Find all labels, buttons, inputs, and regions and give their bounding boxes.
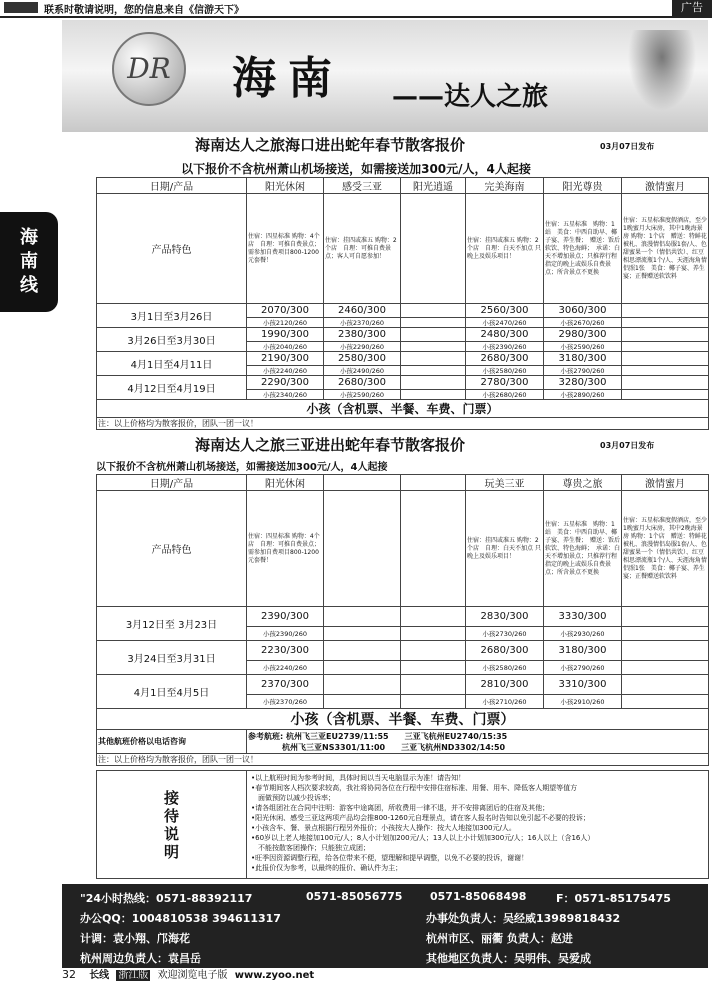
child-price-cell: 小孩2590/260 (544, 342, 622, 352)
child-price-cell (324, 695, 401, 709)
magazine-name: 长线 (89, 970, 110, 981)
price-cell: 2370/300 (247, 675, 324, 695)
price-cell (622, 675, 709, 695)
phone: 0571-85056775 (306, 890, 403, 903)
section1-table (96, 177, 709, 430)
price-cell: 2830/300 (466, 607, 544, 627)
price-cell (622, 607, 709, 627)
date-cell: 3月24日至3月31日 (97, 641, 247, 675)
price-cell (401, 607, 466, 627)
child-price-cell (324, 661, 401, 675)
child-price-cell (622, 342, 709, 352)
contact-footer (62, 884, 708, 968)
reception-char: 待 (163, 806, 179, 825)
child-price-cell: 小孩2790/260 (544, 366, 622, 376)
reception-table (96, 770, 709, 879)
price-cell (622, 352, 709, 366)
child-price-cell: 小孩2120/260 (247, 318, 324, 328)
section2-title: 海南达人之旅三亚进出蛇年春节散客报价 (194, 436, 465, 454)
child-price-cell: 小孩2580/260 (466, 661, 544, 675)
price-cell: 2190/300 (247, 352, 324, 366)
price-cell (401, 675, 466, 695)
child-price-cell: 小孩2390/260 (247, 627, 324, 641)
child-price-cell: 小孩2790/260 (544, 661, 622, 675)
flight-left: 其他航班价格以电话咨询 (97, 730, 247, 754)
child-price-cell: 小孩2910/260 (544, 695, 622, 709)
surround-head: 杭州周边负责人：袁昌岳 (80, 952, 201, 965)
child-price-cell: 小孩2240/260 (247, 366, 324, 376)
section1-note: 注：以上价格均为散客报价，团队一团一议！ (97, 418, 709, 430)
price-cell: 2980/300 (544, 328, 622, 342)
child-price-cell (401, 366, 466, 376)
price-cell (622, 304, 709, 318)
date-cell: 3月1日至3月26日 (97, 304, 247, 328)
price-cell: 2290/300 (247, 376, 324, 390)
price-cell (324, 607, 401, 627)
phone: 0571-85068498 (430, 890, 527, 903)
office-head: 办事处负责人：吴经威13989818432 (426, 912, 621, 925)
price-cell: 2560/300 (466, 304, 544, 318)
price-cell: 2780/300 (466, 376, 544, 390)
section1-rows (97, 304, 709, 400)
banner-tagline: ——达人之旅 (392, 82, 549, 112)
header-cell: 激情蜜月 (622, 178, 709, 194)
child-price-cell: 小孩2710/260 (466, 695, 544, 709)
child-price-cell (622, 661, 709, 675)
banner-title: 海南 (232, 53, 344, 104)
section2-subtitle: 以下报价不含杭州萧山机场接送，如需接送加300元/人，4人起接 (96, 462, 388, 473)
feature-cell: 住宿：五星标准 购物：1站 美食：中西自助早、椰子宴、养生餐； 赠送：饭后软饮、特色海鲜； 承诺：白天不增加景点；只推荐行程指定的晚上或娱乐自费景点；所含景点不更换 (544, 194, 622, 304)
date-cell: 3月26日至3月30日 (97, 328, 247, 352)
child-price-cell: 小孩2490/260 (324, 366, 401, 376)
price-cell: 2680/300 (466, 352, 544, 366)
kid-note: 小孩（含机票、半餐、车费、门票） (97, 400, 709, 418)
flight-line: 参考航班: 杭州飞三亚EU2739/11:55 三亚飞杭州EU2740/15:35 (248, 731, 508, 741)
ad-label: 广告 (672, 0, 712, 16)
feature-cell: 住宿：挂四或准五 购物：2个店 自理：白天不加点 只晚上及娱乐项目！ (466, 194, 544, 304)
child-price-cell (622, 318, 709, 328)
header-cell: 日期/产品 (97, 178, 247, 194)
price-cell: 3060/300 (544, 304, 622, 318)
welcome-text: 欢迎浏览电子版 (157, 970, 228, 981)
price-cell (401, 328, 466, 342)
child-price-cell (622, 390, 709, 400)
date-cell: 3月12日至 3月23日 (97, 607, 247, 641)
price-cell: 3310/300 (544, 675, 622, 695)
feature-cell (401, 194, 466, 304)
feature-cell: 住宿：四星标准 购物：4个店 自理：可推自费景点；需参加自费项目800-1200元套餐！ (247, 491, 324, 607)
reception-lines (247, 771, 709, 879)
child-price-cell: 小孩2340/260 (247, 390, 324, 400)
child-price-cell: 小孩2730/260 (466, 627, 544, 641)
side-tab (0, 212, 58, 312)
office-qq: 办公QQ：1004810538 394611317 (80, 912, 281, 925)
date-cell: 4月1日至4月5日 (97, 675, 247, 709)
reception-line: •以上航班时间为参考时间，具体时间以当天电脑显示为准！请告知！ (251, 774, 466, 782)
reception-line: •此报价仅为参考，以最终的报价、确认件为主； (251, 864, 403, 872)
section1-title: 海南达人之旅海口进出蛇年春节散客报价 (194, 136, 465, 154)
child-price-cell (401, 342, 466, 352)
feature-cell: 住宿：挂四或准五 购物：2个店 自理：可推自费景点；客人可自愿参加！ (324, 194, 401, 304)
price-cell (622, 641, 709, 661)
reception-line: •旺季因资源调整行程，给各位带来不便，望理解和提早调整，以免不必要的投诉，谢谢！ (251, 854, 529, 862)
reception-line: •请各组团社在合同中注明：游客中途离团，所收费用一律不退，并不安排离团后的住宿及其他； (251, 804, 550, 812)
child-price-cell (401, 695, 466, 709)
price-cell (401, 304, 466, 318)
reception-title (97, 771, 247, 879)
price-cell: 2070/300 (247, 304, 324, 318)
child-price-cell: 小孩2580/260 (466, 366, 544, 376)
child-price-cell (401, 661, 466, 675)
header-cell (324, 475, 401, 491)
price-cell: 2230/300 (247, 641, 324, 661)
feature-label: 产品特色 (97, 491, 247, 607)
price-cell (622, 376, 709, 390)
dr-logo: DR (112, 32, 186, 106)
side-char: 海 (20, 227, 38, 248)
price-cell: 2480/300 (466, 328, 544, 342)
child-price-cell: 小孩2370/260 (247, 695, 324, 709)
feature-cell: 住宿：五星标准度假酒店，至少1晚蜜月大床房，其中2晚海景房 购物：1个店 赠送：特鲜花被札、浪漫情侣岛服1套/人、色甜蜜果一个（情侣共饮）、红豆相思漂流瓶1个/人、天涯海角情侣照1张 美食：椰子宴、养生宴；正餐赠送软饮料 (622, 491, 709, 607)
header-cell: 阳光逍遥 (401, 178, 466, 194)
price-cell: 1990/300 (247, 328, 324, 342)
top-note: 联系时敬请说明，您的信息来自《信游天下》 (44, 5, 244, 16)
child-price-cell (401, 318, 466, 328)
price-cell: 2460/300 (324, 304, 401, 318)
price-cell: 2680/300 (324, 376, 401, 390)
child-price-cell (401, 390, 466, 400)
child-price-cell (324, 627, 401, 641)
fax: F：0571-85175475 (556, 892, 671, 905)
price-cell: 2810/300 (466, 675, 544, 695)
hotline: "24小时热线：0571-88392117 (80, 892, 253, 905)
header-cell: 感受三亚 (324, 178, 401, 194)
reception-line: 面做预防以减少投诉率； (251, 794, 335, 802)
price-cell: 3180/300 (544, 641, 622, 661)
child-price-cell (622, 366, 709, 376)
reception-char: 接 (163, 788, 179, 807)
header-cell: 激情蜜月 (622, 475, 709, 491)
price-cell: 2390/300 (247, 607, 324, 627)
price-cell: 2380/300 (324, 328, 401, 342)
reception-char: 明 (163, 842, 179, 861)
price-cell (324, 641, 401, 661)
price-cell: 2680/300 (466, 641, 544, 661)
header-cell: 玩美三亚 (466, 475, 544, 491)
child-price-cell: 小孩2890/260 (544, 390, 622, 400)
edition-badge: 浙江版 (118, 970, 149, 981)
reception-line: •60岁以上老人地接加100元/人；8人小计划加200元/人；13人以上小计划加300元/人；16人以上（含16人） (251, 834, 595, 842)
site-link[interactable]: www.zyoo.net (234, 970, 315, 981)
header-cell: 阳光休闲 (247, 475, 324, 491)
header-cell: 阳光休闲 (247, 178, 324, 194)
child-price-cell: 小孩2240/260 (247, 661, 324, 675)
child-price-cell: 小孩2290/260 (324, 342, 401, 352)
child-price-cell: 小孩2470/260 (466, 318, 544, 328)
child-price-cell (622, 627, 709, 641)
child-price-cell (401, 627, 466, 641)
child-price-cell: 小孩2590/260 (324, 390, 401, 400)
child-price-cell: 小孩2930/260 (544, 627, 622, 641)
header-cell: 完美海南 (466, 178, 544, 194)
section1-subtitle: 以下报价不含杭州萧山机场接送，如需接送加300元/人，4人起接 (181, 162, 531, 176)
price-cell (401, 641, 466, 661)
feature-cell: 住宿：四星标准 购物：4个店 自理：可推自费景点；需参加自费项目800-1200元套餐！ (247, 194, 324, 304)
feature-cell: 住宿：五星标准度假酒店，至少1晚蜜月大床房，其中1晚海景房 购物：1个店 赠送：特鲜花被札、浪漫情侣岛服1套/人、色甜蜜果一个（情侣共饮）、红豆相思漂流瓶1个/人、天涯海角情侣照1张 美食：椰子宴、养生宴；正餐赠送软饮料 (622, 194, 709, 304)
reception-line: •春节期间客人档次要求较高，我社将协同各位在行程中安排住宿标准、用餐、用车、降低客人期望等值方 (251, 784, 578, 792)
header-cell: 日期/产品 (97, 475, 247, 491)
child-price-cell: 小孩2670/260 (544, 318, 622, 328)
feature-label: 产品特色 (97, 194, 247, 304)
city-head: 杭州市区、丽衢 负责人：赵进 (426, 932, 573, 945)
date-cell: 4月1日至4月11日 (97, 352, 247, 376)
price-cell: 3330/300 (544, 607, 622, 627)
flight-line: 杭州飞三亚NS3301/11:00 三亚飞杭州ND3302/14:50 (282, 742, 506, 752)
kid-note: 小孩（含机票、半餐、车费、门票） (97, 709, 709, 730)
child-price-cell (622, 695, 709, 709)
other-head: 其他地区负责人：吴明伟、吴爱成 (426, 952, 591, 965)
section1-date: 03月07日发布 (600, 142, 655, 151)
side-char: 南 (20, 251, 38, 272)
feature-cell: 住宿：五星标准 购物：1站 美食：中西自助早、椰子宴、养生餐； 赠送：饭后软饮、特色海鲜； 承诺：白天不增加景点；只推荐行程指定的晚上或娱乐自费景点；所含景点不更换 (544, 491, 622, 607)
child-price-cell: 小孩2040/260 (247, 342, 324, 352)
price-cell (622, 328, 709, 342)
price-cell: 3280/300 (544, 376, 622, 390)
side-char: 线 (20, 275, 38, 296)
price-cell (401, 352, 466, 366)
header-cell (401, 475, 466, 491)
child-price-cell: 小孩2370/260 (324, 318, 401, 328)
planner: 计调：袁小翔、邝海花 (80, 932, 190, 945)
reception-line: •阳光休闲、感受三亚这两项产品均会推800-1260元自理景点，请在客人报名时告知以免引起不必要的投诉； (251, 814, 590, 822)
price-cell: 2580/300 (324, 352, 401, 366)
palm-decoration (622, 30, 702, 120)
price-cell (401, 376, 466, 390)
page-number: 32 (62, 968, 76, 981)
feature-cell (324, 491, 401, 607)
banner (62, 20, 708, 132)
price-cell: 3180/300 (544, 352, 622, 366)
section2-rows (97, 607, 709, 709)
feature-cell (401, 491, 466, 607)
child-price-cell: 小孩2390/260 (466, 342, 544, 352)
date-cell: 4月12日至4月19日 (97, 376, 247, 400)
section2-note: 注：以上价格均为散客报价，团队一团一议！ (97, 754, 709, 766)
header-cell: 尊贵之旅 (544, 475, 622, 491)
page-bar (62, 966, 462, 980)
price-cell (324, 675, 401, 695)
magazine-logo (4, 2, 38, 13)
feature-cell: 住宿：挂四或准五 购物：2个店 自理：白天不加点 只晚上及娱乐项目！ (466, 491, 544, 607)
section2-date: 03月07日发布 (600, 441, 655, 450)
reception-char: 说 (163, 824, 179, 843)
child-price-cell: 小孩2680/260 (466, 390, 544, 400)
header-cell: 阳光尊贵 (544, 178, 622, 194)
reception-line: 不能按散客团操作；只能独立成团； (251, 844, 370, 852)
section2-table (96, 474, 709, 766)
reception-line: •小孩含车、餐、景点根据行程另外报价；小孩按大人操作：按大人地接加300元/人。 (251, 824, 516, 832)
